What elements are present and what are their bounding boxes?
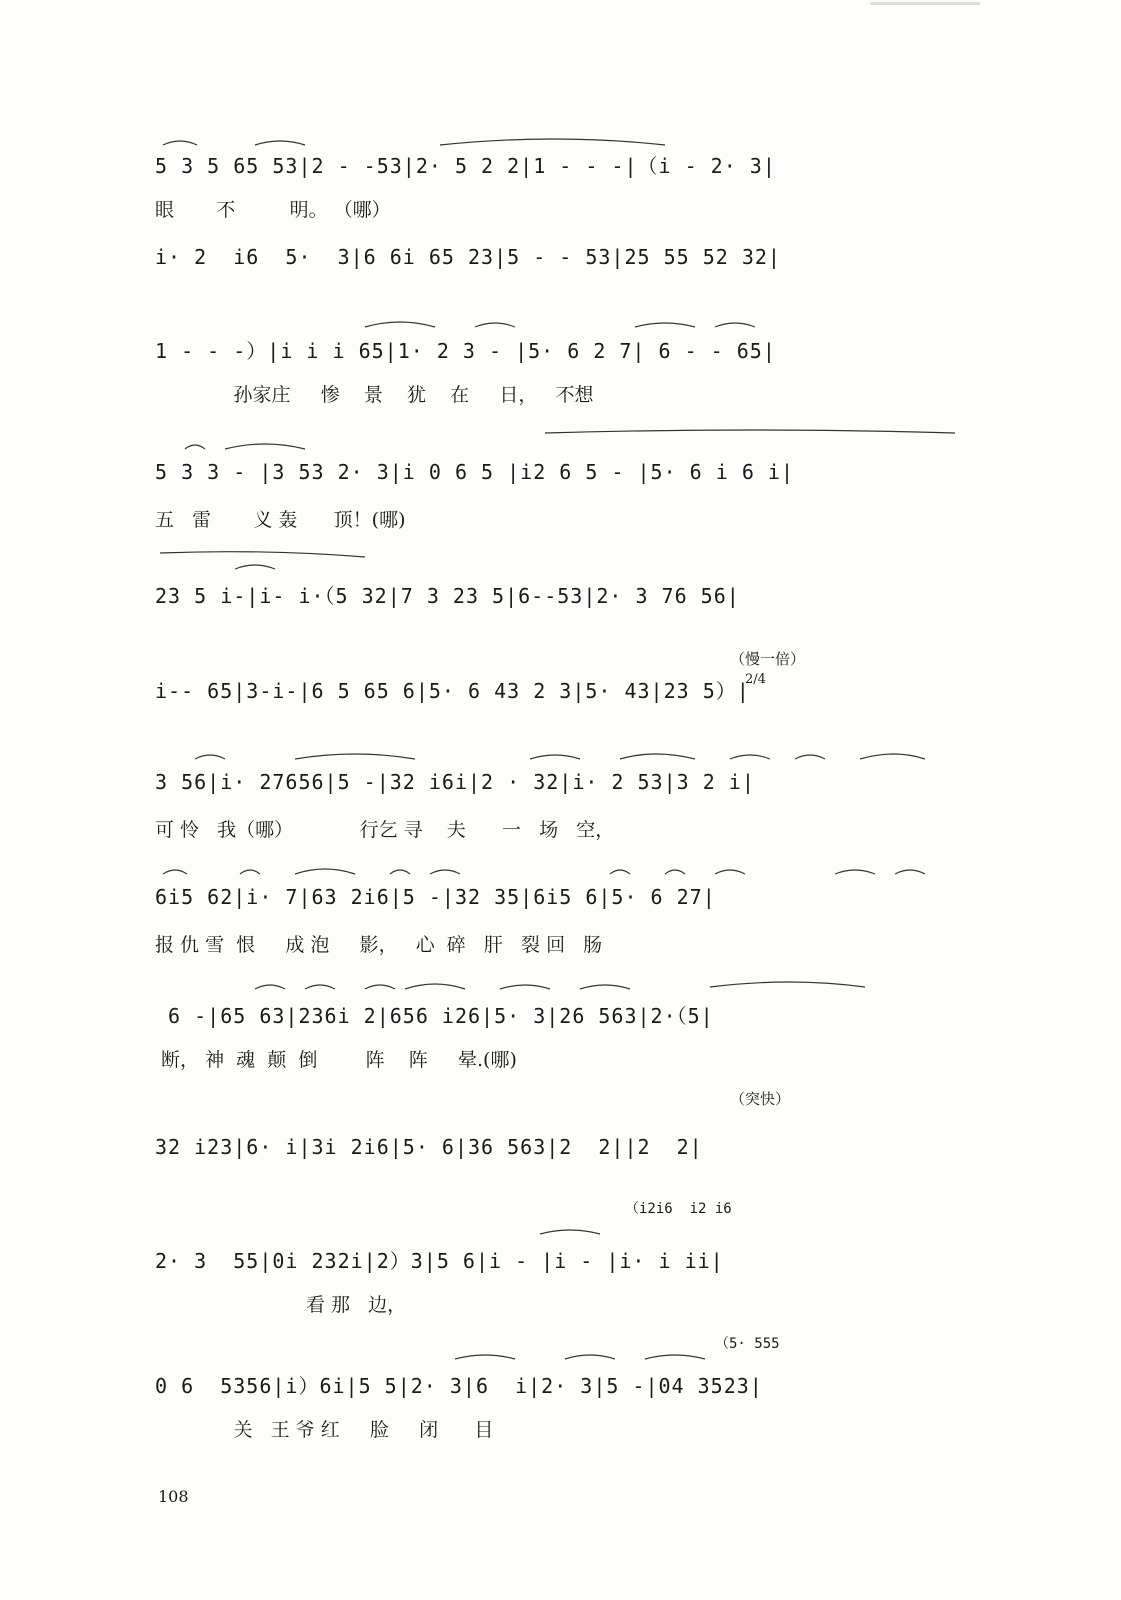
- time-signature: 2/4: [745, 672, 766, 687]
- notation-line: 1 - - -）|i i i 65|1· 2 3 - |5· 6 2 7| 6 - - 65|: [155, 339, 776, 363]
- lyric-line: 孙家庄 惨 景 犹 在 日， 不想: [155, 384, 594, 406]
- notation-line: 32 i23|6· i|3i 2i6|5· 6|36 563|2 2||2 2|: [155, 1135, 703, 1159]
- notation-line: i-- 65|3-i-|6 5 65 6|5· 6 43 2 3|5· 43|23 5）|: [155, 679, 750, 703]
- lyric-line: 关 王 爷 红 脸 闭 目: [155, 1419, 494, 1441]
- corner-mark: [870, 2, 980, 5]
- lyric-line: 报 仇 雪 恨 成 泡 影， 心 碎 肝 裂 回 肠: [155, 934, 603, 956]
- lyric-line: 眼 不 明。 （哪）: [155, 199, 391, 221]
- lyric-line: 看 那 边，: [155, 1294, 407, 1316]
- notation-line: 5 3 3 - |3 53 2· 3|i 0 6 5 |i2 6 5 - |5· 6 i 6 i|: [155, 460, 795, 484]
- notation-line: 2· 3 55|0i 232i|2）3|5 6|i - |i - |i· i ii|: [155, 1249, 724, 1273]
- notation-line: 6i5 62|i· 7|63 2i6|5 -|32 35|6i5 6|5· 6 27|: [155, 885, 716, 909]
- notation-line: 5 3 5 65 53|2 - -53|2· 5 2 2|1 - - -|（i - 2· 3|: [155, 154, 776, 178]
- tempo-annotation: （慢一倍）: [730, 650, 806, 668]
- notation-line: 23 5 i-|i- i·（5 32|7 3 23 5|6--53|2· 3 76 56|: [155, 584, 740, 608]
- notation-line: 6 -|65 63|236i 2|656 i26|5· 3|26 563|2·（5|: [155, 1004, 714, 1028]
- lyric-line: 五 雷 义 轰 顶！(哪): [155, 509, 406, 531]
- page-number: 108: [158, 1487, 189, 1506]
- accompaniment-annotation: （i2i6 i2 i6: [625, 1201, 732, 1217]
- accompaniment-annotation: （5· 555: [715, 1336, 780, 1352]
- notation-line: 3 56|i· 27656|5 -|32 i6i|2 · 32|i· 2 53|3 2 i|: [155, 770, 755, 794]
- notation-line: 0 6 5356|i）6i|5 5|2· 3|6 i|2· 3|5 -|04 3523|: [155, 1374, 763, 1398]
- tempo-annotation: （突快）: [730, 1090, 791, 1108]
- notation-line: i· 2 i6 5· 3|6 6i 65 23|5 - - 53|25 55 52 32|: [155, 245, 781, 269]
- lyric-line: 断， 神 魂 颠 倒 阵 阵 晕.(哪): [155, 1049, 517, 1071]
- lyric-line: 可 怜 我（哪） 行乞 寻 夫 一 场 空，: [155, 819, 615, 841]
